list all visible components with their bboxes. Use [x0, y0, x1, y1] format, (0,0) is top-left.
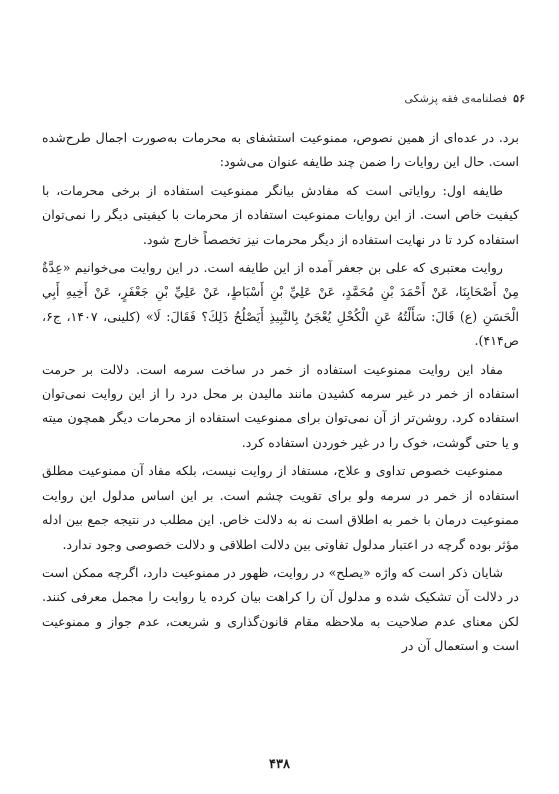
running-header [404, 92, 525, 105]
paragraph: شایان ذکر است که واژه «یصلح» در روایت، ظهور در ممنوعیت دارد، اگرچه ممکن است در دلالت آن تشکیک شده و مدلول آن را کراهت بیان کرده یا روایت را مجمل معرفی کنند. لکن معنای عدم صلاحیت به ملاحظه مقام قانون‌گذاری و شریعت، عدم جواز و ممنوعیت است و استعمال آن در [42, 564, 519, 654]
header-running-title: فصلنامه‌ی فقه پزشکی [404, 92, 508, 105]
paragraph: مفاد این روایت ممنوعیت استفاده از خمر در ساخت سرمه است. دلالت بر حرمت استفاده از خمر در غیر سرمه کشیدن مانند مالیدن بر محل درد را از این روایت نمی‌توان استفاده کرد. روشن‌تر از آن نمی‌توان برای ممنوعیت استفاده از محرمات دیگر همچون میته و یا حتی گوشت، خوک را در غیر خوردن استفاده کرد. [42, 361, 519, 450]
paragraph: برد. در عده‌ای از همین نصوص، ممنوعیت استشفای به محرمات به‌صورت اجمال طرح‌شده است. حال این روایات را ضمن چند طایفه عنوان می‌شود: [42, 130, 519, 170]
header-page-marker: ۵۶ [513, 92, 525, 105]
paragraph: طایفه اول: روایاتی است که مفادش بیانگر ممنوعیت استفاده از برخی محرمات، با کیفیت خاص است. از این روایات ممنوعیت استفاده از محرمات با کیفیتی دیگر را نمی‌توان استفاده کرد تا در نهایت استفاده از دیگر محرمات نیز تخصصاً خارج شود. [42, 182, 519, 247]
page-body [42, 126, 519, 659]
paragraph: ممنوعیت خصوص تداوی و علاج، مستفاد از روایت نیست، بلکه مفاد آن ممنوعیت مطلق استفاده از خمر در سرمه ولو برای تقویت چشم است. بر این اساس مدلول این روایت ممنوعیت درمان با خمر به اطلاق است نه به دلالت خاص. این مطلب در نتیجه جمع بین ادله مؤثر بوده گرچه در اعتبار مدلول تفاوتی بین دلالت اطلاقی و دلالت خصوصی وجود ندارد. [42, 463, 519, 552]
page-number: ۴۳۸ [269, 757, 290, 772]
paragraph: روایت معتبری که علی بن جعفر آمده از این طایفه است. در این روایت می‌خوانیم «عِدَّةٌ مِنْ أَصْحَابِنَا، عَنْ أَحْمَدَ بْنِ مُحَمَّدٍ، عَنْ عَلِيِّ بْنِ أَسْبَاطٍ، عَنْ عَلِيِّ بْنِ جَعْفَرٍ، عَنْ أَخِيهِ أَبِي الْحَسَنِ (ع) قَالَ: سَأَلْتُهُ عَنِ الْكُحْلِ يُعْجَنُ بِالنَّبِيذِ أَيَصْلُحُ ذَلِكَ؟ فَقَالَ: لَا» (کلینی، ۱۴۰۷، ج۶، ص۴۱۴). [42, 260, 519, 349]
